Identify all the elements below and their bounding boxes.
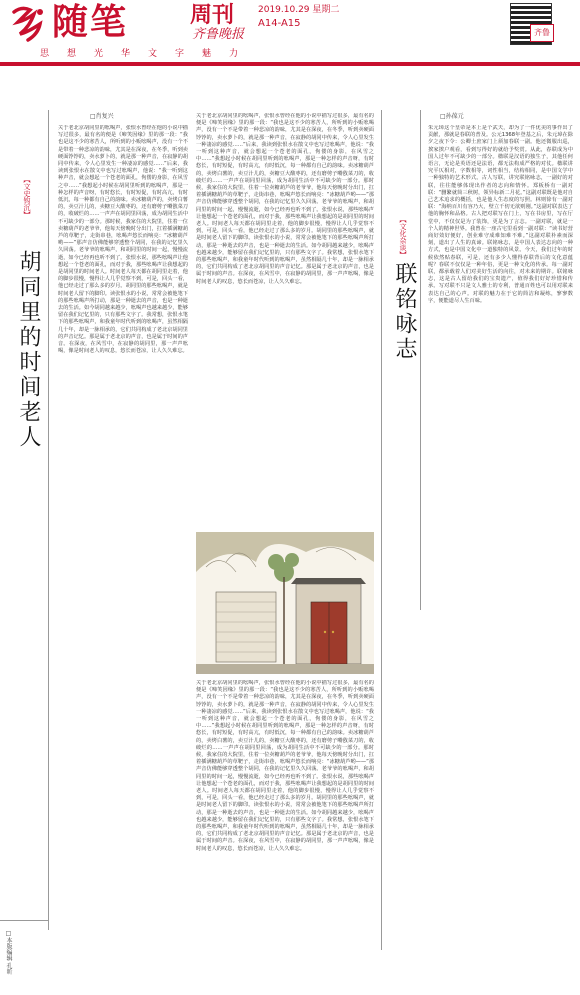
left-article-body-col2: 关于老北京胡同里的吆喝声，张恨水曾经在他的小说中描写过很多，最有名的便是《啼笑因缘》里的那一段：“我也是这不少的寒苦人，所听到的小贩吆喝声，没有一个不是带着一种悲凉的韵味，尤其是在深夜，在冬季，听到卖硬面饽饽的，卖水萝卜的，就是那一种声音，在寂静的胡同中传来，令人心里发生一种凄凉的感觉……”后来，我读到张恨水在散文中也写过吆喝声，他说：“我一听到这种声音，就会想起一个苍老的面孔，佝偻的身影，在风雪之中……”我想起小时候在胡同里听到的吆喝声，那是一种怎样的声音呀，有时悠长，有时短促，有时高亢，有时低沉，每一种都有自己的韵味。卖冰糖葫芦的，卖烤白薯的，卖豆汁儿的，卖糖豆大酸枣的，还有磨剪子嘞戗菜刀的，收破烂的……一声声在胡同里回荡，成为胡同生活中不可缺少的一部分。那时候，我家住的大院里，住着一位卖糖葫芦的老爷爷，他每天傍晚时分出门，扛着插满糖葫芦的草靶子，走街串巷，吆喝声悠长而响亮：“冰糖葫芦哟——”那声音仿佛能够穿透整个胡同，在我的记忆里久久回荡。老爷爷的吆喝声，和胡同里的时间一起，慢慢流逝，如今已经再也听不到了。张恨水说，那些吆喝声让他想起一个苍老的面孔，而对于我，那些吆喝声让我想起的是胡同里的时间老人。时间老人每天都在胡同里走着，他的脚步很慢，慢得让人几乎觉察不到，可是，回头一看，他已经走过了那么多的岁月。胡同里的那些吆喝声，就是时间老人留下的脚印。读张恨水的小说，常常会被他笔下的那些吆喝声所打动，那是一种逝去的声音，也是一种逝去的生活。如今胡同越来越少，吆喝声也越来越少，能够留在我们记忆里的，只有那些文字了。我常想，张恨水笔下的那些吆喝声，和我童年时代听到的吆喝声，虽然相隔几十年，却是一脉相承的，它们共同构成了老北京胡同里的声音记忆。那是属于老北京的声音，也是属于时间的声音。在深夜，在风雪中，在寂静的胡同里，那一声声吆喝，像是时间老人的叹息，悠长而苍凉，让人久久难忘。	[196, 113, 374, 285]
supplement-title: 随笔	[52, 1, 129, 43]
right-article-title: 联铭咏志	[392, 262, 417, 362]
right-column-tag: 【文化杂谈】	[399, 216, 407, 258]
left-column-tag: 【文史钩沉】	[23, 176, 31, 218]
center-divider	[381, 110, 382, 950]
header-rule	[0, 62, 580, 66]
right-article-author: □孙葆元	[440, 113, 464, 120]
right-title-divider	[420, 110, 421, 610]
left-title-divider	[48, 110, 49, 930]
paper-name: 齐鲁晚报	[192, 27, 245, 42]
editor-rule	[0, 920, 48, 921]
editor-name: 孔昕	[5, 962, 12, 975]
left-article-body-col3: 关于老北京胡同里的吆喝声，张恨水曾经在他的小说中描写过很多，最有名的便是《啼笑因缘》里的那一段：“我也是这不少的寒苦人，所听到的小贩吆喝声，没有一个不是带着一种悲凉的韵味，尤其是在深夜，在冬季，听到卖硬面饽饽的，卖水萝卜的，就是那一种声音，在寂静的胡同中传来，令人心里发生一种凄凉的感觉……”后来，我读到张恨水在散文中也写过吆喝声，他说：“我一听到这种声音，就会想起一个苍老的面孔，佝偻的身影，在风雪之中……”我想起小时候在胡同里听到的吆喝声，那是一种怎样的声音呀，有时悠长，有时短促，有时高亢，有时低沉，每一种都有自己的韵味。卖冰糖葫芦的，卖烤白薯的，卖豆汁儿的，卖糖豆大酸枣的，还有磨剪子嘞戗菜刀的，收破烂的……一声声在胡同里回荡，成为胡同生活中不可缺少的一部分。那时候，我家住的大院里，住着一位卖糖葫芦的老爷爷，他每天傍晚时分出门，扛着插满糖葫芦的草靶子，走街串巷，吆喝声悠长而响亮：“冰糖葫芦哟——”那声音仿佛能够穿透整个胡同，在我的记忆里久久回荡。老爷爷的吆喝声，和胡同里的时间一起，慢慢流逝，如今已经再也听不到了。张恨水说，那些吆喝声让他想起一个苍老的面孔，而对于我，那些吆喝声让我想起的是胡同里的时间老人。时间老人每天都在胡同里走着，他的脚步很慢，慢得让人几乎觉察不到，可是，回头一看，他已经走过了那么多的岁月。胡同里的那些吆喝声，就是时间老人留下的脚印。读张恨水的小说，常常会被他笔下的那些吆喝声所打动，那是一种逝去的声音，也是一种逝去的生活。如今胡同越来越少，吆喝声也越来越少，能够留在我们记忆里的，只有那些文字了。我常想，张恨水笔下的那些吆喝声，和我童年时代听到的吆喝声，虽然相隔几十年，却是一脉相承的，它们共同构成了老北京胡同里的声音记忆。那是属于老北京的声音，也是属于时间的声音。在深夜，在风雪中，在寂静的胡同里，那一声声吆喝，像是时间老人的叹息，悠长而苍凉，让人久久难忘。	[196, 680, 374, 852]
right-article-body: 朱元璋这个皇帝是本上是个武夫，却为了一件优美的事作出了贡献，那就是春联的普及。公元1368年登基之后，朱元璋在除夕之夜下令：公卿士庶家门上须加春联一副。他还微服出巡，挨家挨户观看，看到写得好的就给予奖赏。从此，春联成为中国人过年不可缺少的一部分。楹联是汉语的独生子，其他任何语言，无论是英语还是法语，都无法构成严格的对仗。楹联讲究平仄相对，字数相等，词性相当，结构相同，是中国文学中一种独特的艺术形式。古人写联，讲究联铭咏志，一副好的对联，往往能够体现出作者的志向和情怀。郑板桥有一副对联：“删繁就简三秋树，领异标新二月花。”这副对联既是他对自己艺术追求的概括，也是他人生态度的写照。林则徐有一副对联：“海纳百川有容乃大，壁立千仞无欲则刚。”这副对联表达了他的胸怀和品格。古人把对联写在门上，写在书房里，写在厅堂中，不仅仅是为了装饰，更是为了言志。一副对联，就是一个人的精神世界。我曾在一座古宅里看到一副对联：“读书好营商好效好便好，创业难守成难知难不难。”这副对联朴素而深刻，道出了人生的真谛。联铭咏志，是中国人表达志向的一种方式，也是中国文化中一道独特的风景。今天，我们过年的时候依然贴春联，可是，还有多少人懂得春联背后的文化意蕴呢？春联不仅仅是一种年俗，更是一种文化的传承。每一副对联，都承载着人们对美好生活的向往，对未来的期许。联铭咏志，这是古人留给我们的宝贵遗产，值得我们好好珍惜和传承。写对联不只是文人雅士的专利，普通百姓也可以用对联来表达自己的心声。对联的魅力在于它的简洁和凝练，寥寥数字，便能道尽人生百味。	[428, 125, 573, 304]
editor-label: □本版编辑	[5, 930, 12, 961]
newspaper-logo-icon	[10, 4, 48, 44]
qr-code-label: 齐鲁	[530, 24, 554, 42]
left-article-title: 胡同里的时间老人	[16, 250, 41, 450]
page-header	[0, 0, 580, 62]
issue-date: 2019.10.29 星期二	[258, 5, 340, 15]
left-article-body-col1: 关于老北京胡同里的吆喝声，张恨水曾经在他的小说中描写过很多，最有名的便是《啼笑因缘》里的那一段：“我也是这不少的寒苦人，所听到的小贩吆喝声，没有一个不是带着一种悲凉的韵味，尤其是在深夜，在冬季，听到卖硬面饽饽的，卖水萝卜的，就是那一种声音，在寂静的胡同中传来，令人心里发生一种凄凉的感觉……”后来，我读到张恨水在散文中也写过吆喝声，他说：“我一听到这种声音，就会想起一个苍老的面孔，佝偻的身影，在风雪之中……”我想起小时候在胡同里听到的吆喝声，那是一种怎样的声音呀，有时悠长，有时短促，有时高亢，有时低沉，每一种都有自己的韵味。卖冰糖葫芦的，卖烤白薯的，卖豆汁儿的，卖糖豆大酸枣的，还有磨剪子嘞戗菜刀的，收破烂的……一声声在胡同里回荡，成为胡同生活中不可缺少的一部分。那时候，我家住的大院里，住着一位卖糖葫芦的老爷爷，他每天傍晚时分出门，扛着插满糖葫芦的草靶子，走街串巷，吆喝声悠长而响亮：“冰糖葫芦哟——”那声音仿佛能够穿透整个胡同，在我的记忆里久久回荡。老爷爷的吆喝声，和胡同里的时间一起，慢慢流逝，如今已经再也听不到了。张恨水说，那些吆喝声让他想起一个苍老的面孔，而对于我，那些吆喝声让我想起的是胡同里的时间老人。时间老人每天都在胡同里走着，他的脚步很慢，慢得让人几乎觉察不到，可是，回头一看，他已经走过了那么多的岁月。胡同里的那些吆喝声，就是时间老人留下的脚印。读张恨水的小说，常常会被他笔下的那些吆喝声所打动，那是一种逝去的声音，也是一种逝去的生活。如今胡同越来越少，吆喝声也越来越少，能够留在我们记忆里的，只有那些文字了。我常想，张恨水笔下的那些吆喝声，和我童年时代听到的吆喝声，虽然相隔几十年，却是一脉相承的，它们共同构成了老北京胡同里的声音记忆。那是属于老北京的声音，也是属于时间的声音。在深夜，在风雪中，在寂静的胡同里，那一声声吆喝，像是时间老人的叹息，悠长而苍凉，让人久久难忘。	[58, 125, 188, 355]
left-article-author: □肖复兴	[90, 113, 114, 120]
page-numbers: A14-A15	[258, 18, 301, 29]
slogan: 思想光华文字魅力	[40, 49, 257, 59]
hutong-gate-image	[196, 532, 374, 674]
hutong-illustration	[196, 532, 374, 674]
weekly-label: 周刊	[190, 2, 235, 28]
editor-credit	[4, 930, 12, 975]
